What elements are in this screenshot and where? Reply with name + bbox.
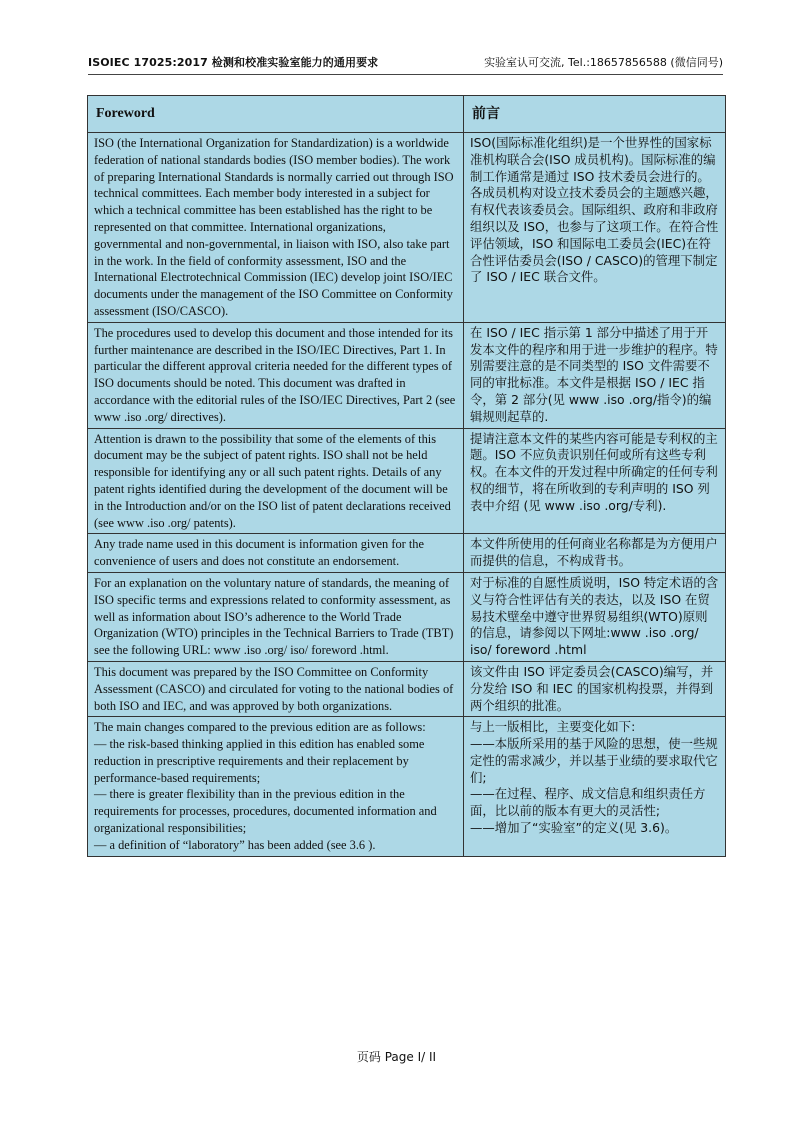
header-cell-en: Foreword <box>88 96 464 133</box>
cell-zh: 在 ISO / IEC 指示第 1 部分中描述了用于开发本文件的程序和用于进一步维护的程序。特别需要注意的是不同类型的 ISO 文件需要不同的审批标准。本文件是根据 ISO / IEC 指令，第 2 部分(见 www .iso .org/指令)的编辑规则起草的. <box>464 322 726 428</box>
foreword-table <box>87 95 726 857</box>
cell-en: For an explanation on the voluntary nature of standards, the meaning of ISO specific terms and expressions related to conformity assessment, as well as information about ISO’s adherence to the World Trade Organization (WTO) principles in the Technical Barriers to Trade (TBT) see the following URL: www .iso .org/ iso/ foreword .html. <box>88 572 464 661</box>
table-row <box>88 428 726 534</box>
header-cell-zh: 前言 <box>464 96 726 133</box>
table-row <box>88 572 726 661</box>
change-item: — there is greater flexibility than in the previous edition in the requirements for processes, procedures, documented information and organizational responsibilities; <box>94 787 437 836</box>
table-row <box>88 661 726 716</box>
cell-en: Any trade name used in this document is information given for the convenience of users and does not constitute an endorsement. <box>88 534 464 573</box>
changes-intro: The main changes compared to the previous edition are as follows: <box>94 720 426 735</box>
header-title: ISOIEC 17025:2017 检测和校准实验室能力的通用要求 <box>88 56 379 69</box>
page-header <box>88 54 723 75</box>
changes-intro: 与上一版相比，主要变化如下: <box>470 719 636 735</box>
header-contact: 实验室认可交流, Tel.:18657856588 (微信同号) <box>484 56 723 69</box>
cell-zh: 本文件所使用的任何商业名称都是为方便用户而提供的信息，不构成背书。 <box>464 534 726 573</box>
change-item: — the risk-based thinking applied in this edition has enabled some reduction in prescriptive requirements and their replacement by performance-based requirements; <box>94 737 425 785</box>
cell-en: ISO (the International Organization for Standardization) is a worldwide federation of national standards bodies (ISO member bodies). The work of preparing International Standards is normally carried out through ISO technical committees. Each member body interested in a subject for which a technical committee has been established has the right to be represented on that committee. International organizations, governmental and non-governmental, in liaison with ISO, also take part in the work. In the field of conformity assessment, ISO and the International Electrotechnical Commission (IEC) develop joint ISO/IEC documents under the management of the ISO Committee on Conformity assessment (ISO/CASCO). <box>88 133 464 323</box>
cell-en: This document was prepared by the ISO Committee on Conformity Assessment (CASCO) and circulated for voting to the national bodies of both ISO and IEC, and was approved by both organizations. <box>88 661 464 716</box>
table-row-changes <box>88 717 726 856</box>
cell-zh: ISO(国际标准化组织)是一个世界性的国家标准机构联合会(ISO 成员机构)。国际标准的编制工作通常是通过 ISO 技术委员会进行的。各成员机构对设立技术委员会的主题感兴趣，有权代表该委员会。国际组织、政府和非政府组织以及 ISO，也参与了这项工作。在符合性评估领域，ISO 和国际电工委员会(IEC)在符合性评估委员会(ISO / CASCO)的管理下制定了 ISO / IEC 联合文件。 <box>464 133 726 323</box>
cell-zh: 该文件由 ISO 评定委员会(CASCO)编写，并分发给 ISO 和 IEC 的国家机构投票，并得到两个组织的批准。 <box>464 661 726 716</box>
cell-zh: 提请注意本文件的某些内容可能是专利权的主题。ISO 不应负责识别任何或所有这些专利权。在本文件的开发过程中所确定的任何专利权的细节，将在所收到的专利声明的 ISO 列表中介绍 (见 www .iso .org/专利). <box>464 428 726 534</box>
table-header-row <box>88 96 726 133</box>
cell-zh: 对于标准的自愿性质说明，ISO 特定术语的含义与符合性评估有关的表达，以及 ISO 在贸易技术壁垒中遵守世界贸易组织(WTO)原则的信息，请参阅以下网址:www .iso .org/ iso/ foreword .html <box>464 572 726 661</box>
page-number: 页码 Page I/ II <box>356 1050 437 1064</box>
cell-zh-changes <box>464 717 726 856</box>
cell-en: Attention is drawn to the possibility that some of the elements of this document may be the subject of patent rights. ISO shall not be held responsible for identifying any or all such patent rights. Details of any patent rights identified during the development of the document will be in the Introduction and/or on the ISO list of patent declarations received (see www .iso .org/ patents). <box>88 428 464 534</box>
cell-en-changes <box>88 717 464 856</box>
table-row <box>88 133 726 323</box>
table-row <box>88 534 726 573</box>
change-item: ——增加了“实验室”的定义(见 3.6)。 <box>470 820 678 836</box>
change-item: — a definition of “laboratory” has been added (see 3.6 ). <box>94 837 376 852</box>
table-row <box>88 322 726 428</box>
change-item: ——本版所采用的基于风险的思想，使一些规定性的需求减少，并以基于业绩的要求取代它们; <box>470 736 718 785</box>
change-item: ——在过程、程序、成文信息和组织责任方面，比以前的版本有更大的灵活性; <box>470 786 706 819</box>
cell-en: The procedures used to develop this document and those intended for its further maintenance are described in the ISO/IEC Directives, Part 1. In particular the different approval criteria needed for the different types of ISO documents should be noted. This document was drafted in accordance with the editorial rules of the ISO/IEC Directives, Part 2 (see www .iso .org/ directives). <box>88 322 464 428</box>
